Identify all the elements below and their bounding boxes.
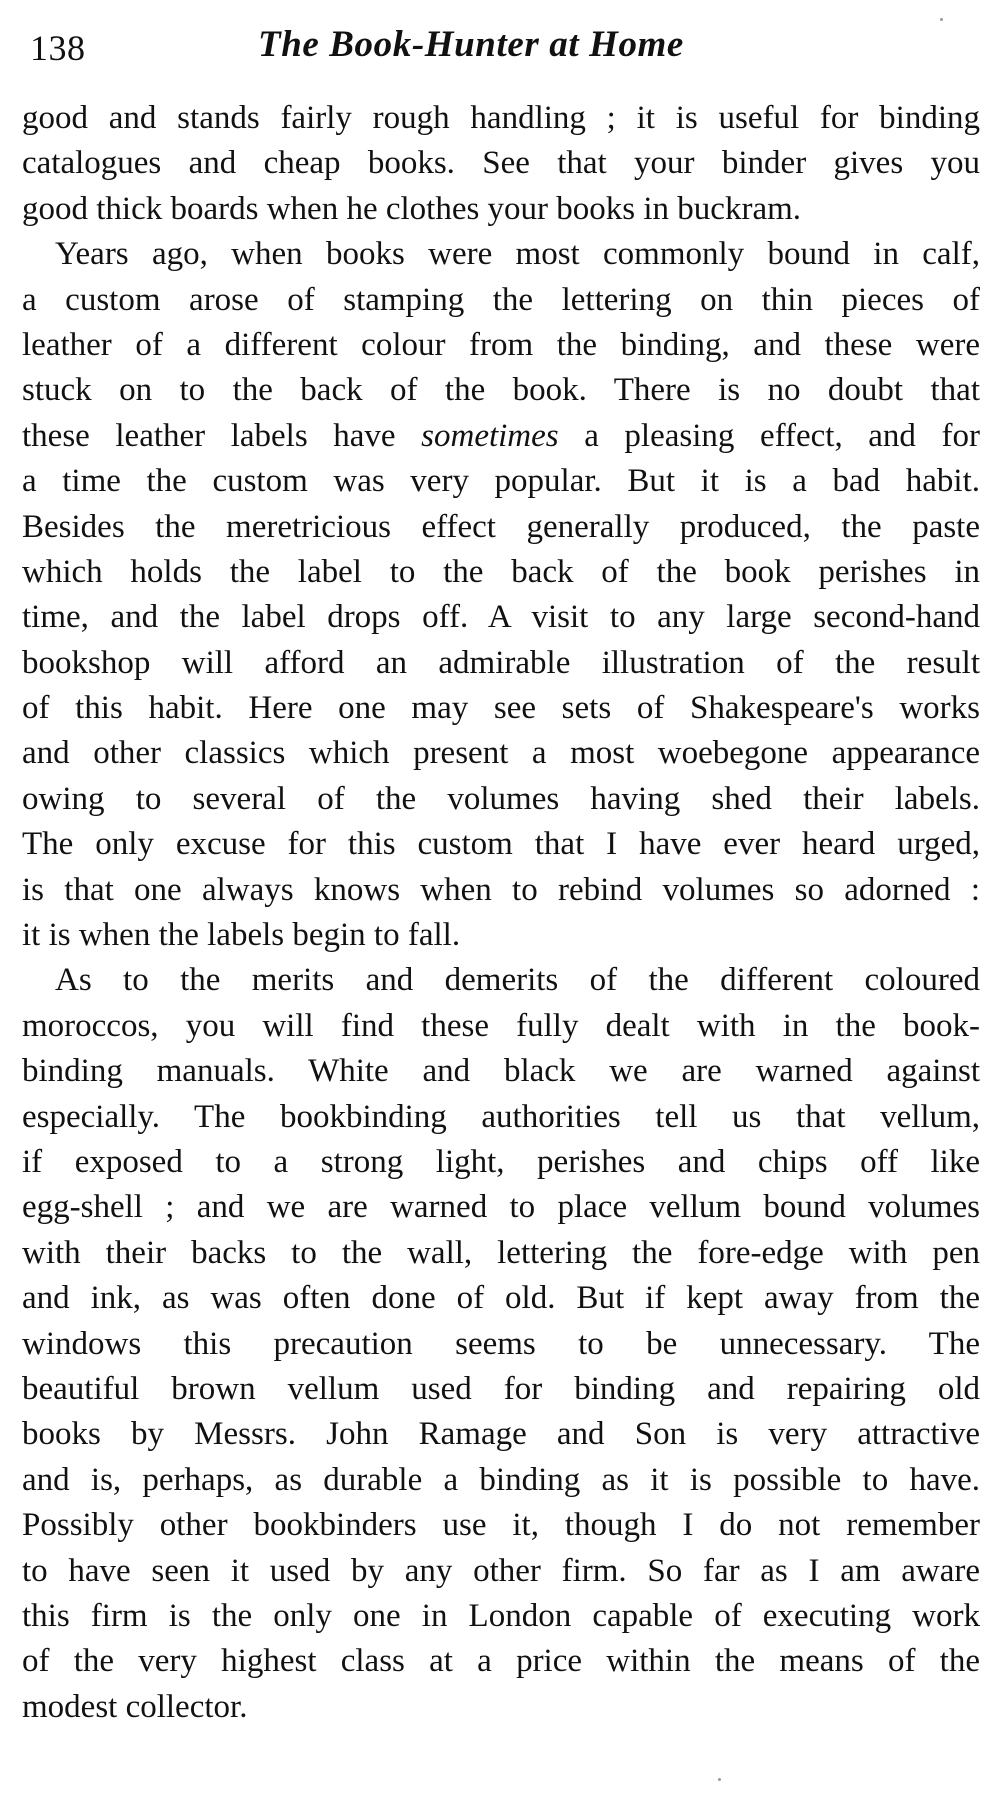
text-line: moroccos, you will find these fully dealt with in the book-: [22, 1007, 980, 1044]
text-line: books by Messrs. John Ramage and Son is very attractive: [22, 1416, 980, 1453]
text-line: especially. The bookbinding authorities tell us that vellum,: [22, 1098, 980, 1135]
text-line: with their backs to the wall, lettering the fore-edge with pen: [22, 1234, 980, 1271]
page-header: [30, 22, 990, 82]
paper-speck: [718, 1778, 721, 1781]
text-line: of this habit. Here one may see sets of Shakespeare's works: [22, 690, 980, 727]
text-line: is that one always knows when to rebind volumes so adorned :: [22, 871, 980, 908]
text-line: it is when the labels begin to fall.: [22, 917, 461, 954]
text-line: owing to several of the volumes having shed their labels.: [22, 780, 980, 817]
text-line: The only excuse for this custom that I have ever heard urged,: [22, 826, 980, 863]
text-line: good thick boards when he clothes your books in buckram.: [22, 190, 802, 227]
text-line: of the very highest class at a price within the means of the: [22, 1643, 980, 1680]
text-line: [22, 414, 980, 459]
body-text: [22, 96, 980, 1730]
running-title: The Book-Hunter at Home: [258, 24, 684, 65]
text-line: beautiful brown vellum used for binding and repairing old: [22, 1370, 980, 1407]
italic-emphasis: sometimes: [421, 417, 559, 454]
text-line: if exposed to a strong light, perishes and chips off like: [22, 1143, 980, 1180]
text-line: and other classics which present a most woebegone appearance: [22, 735, 980, 772]
text-line: this firm is the only one in London capable of executing work: [22, 1597, 980, 1634]
paragraph: [22, 96, 980, 232]
text-line: stuck on to the back of the book. There is no doubt that: [22, 372, 980, 409]
text-line: good and stands fairly rough handling ; it is useful for binding: [22, 100, 980, 136]
text-line: and ink, as was often done of old. But if kept away from the: [22, 1280, 980, 1317]
text-line: time, and the label drops off. A visit to any large second-hand: [22, 599, 980, 636]
paragraph: [22, 232, 980, 958]
text-line: windows this precaution seems to be unnecessary. The: [22, 1325, 980, 1362]
text-line: catalogues and cheap books. See that your binder gives you: [22, 145, 980, 182]
text-line: modest collector.: [22, 1688, 248, 1725]
text-line: Years ago, when books were most commonly bound in calf,: [55, 236, 980, 273]
text-line: and is, perhaps, as durable a binding as it is possible to have.: [22, 1461, 980, 1498]
text-segment: these leather labels have: [22, 417, 422, 454]
text-line: leather of a different colour from the binding, and these were: [22, 326, 980, 363]
text-line: Possibly other bookbinders use it, though I do not remember: [22, 1507, 980, 1544]
text-line: egg-shell ; and we are warned to place vellum bound volumes: [22, 1189, 980, 1226]
paragraph: [22, 958, 980, 1730]
text-line: binding manuals. White and black we are warned against: [22, 1053, 980, 1090]
text-line: to have seen it used by any other firm. So far as I am aware: [22, 1552, 980, 1589]
paper-speck: [940, 18, 943, 21]
text-line: a custom arose of stamping the lettering on thin pieces of: [22, 281, 980, 318]
text-segment: a pleasing effect, and for: [558, 417, 980, 454]
text-line: a time the custom was very popular. But it is a bad habit.: [22, 463, 980, 500]
text-line: bookshop will afford an admirable illustration of the result: [22, 644, 980, 681]
text-line: Besides the meretricious effect generally produced, the paste: [22, 508, 980, 545]
text-line: which holds the label to the back of the book perishes in: [22, 553, 980, 590]
text-line: As to the merits and demerits of the different coloured: [55, 962, 980, 999]
page-number: 138: [30, 28, 86, 68]
